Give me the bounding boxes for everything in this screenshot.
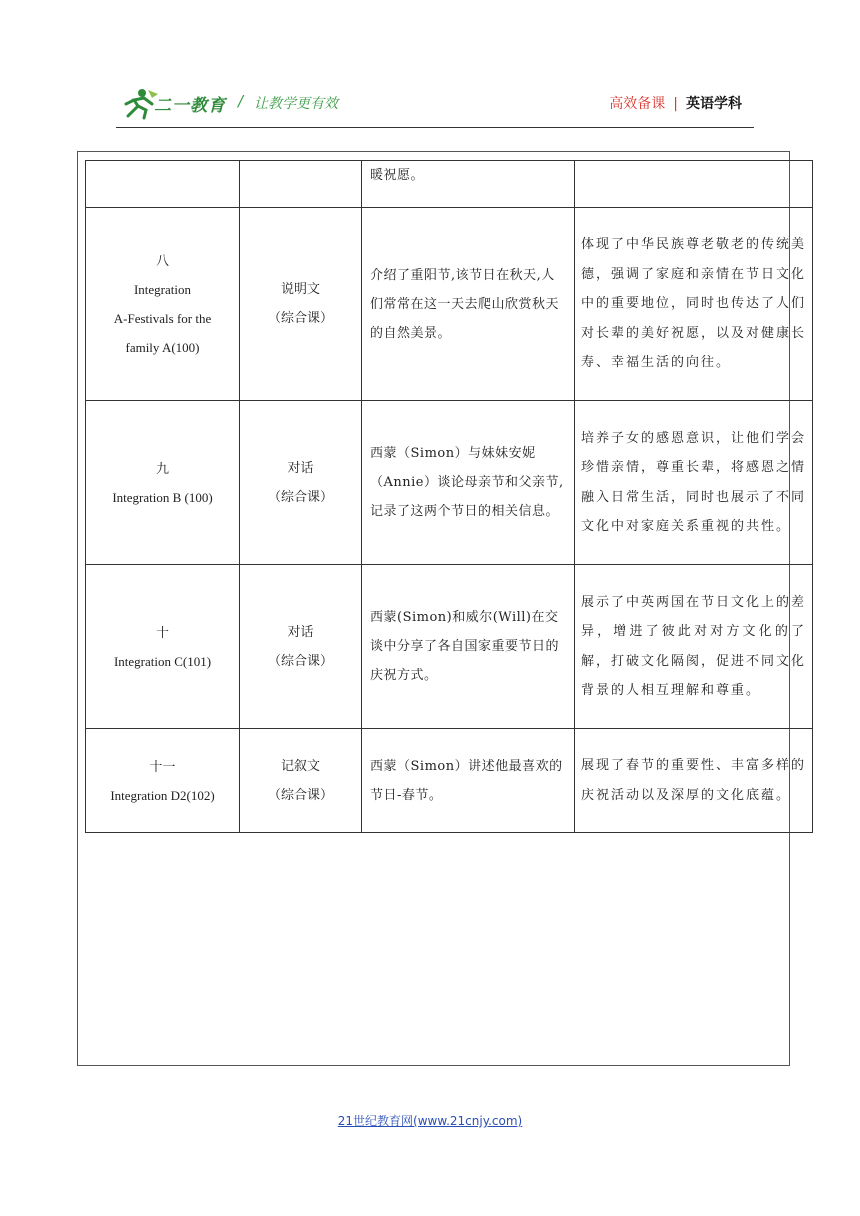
content-cell: 西蒙（Simon）讲述他最喜欢的节日-春节。 [362,729,575,833]
text-type-line: （综合课） [267,489,333,505]
text-type-line: （综合课） [267,653,333,669]
text-type-cell [240,161,362,208]
text-type-line: 记叙文 [280,758,320,774]
header-tagline: 高效备课 [609,96,666,112]
text-type-cell [240,565,362,729]
unit-line: Integration D2(102) [110,787,215,803]
header-slogan: 让教学更有效 [254,96,338,112]
table-row [86,729,813,833]
footer-link[interactable]: 21世纪教育网(www.21cnjy.com) [337,1114,523,1128]
header-slash: / [238,92,244,110]
unit-line: family A(100) [125,340,200,355]
value-cell [575,161,813,208]
content-cell: 西蒙（Simon）与妹妹安妮（Annie）谈论母亲节和父亲节,记录了这两个节日的相关信息。 [362,401,575,565]
value-cell: 体现了中华民族尊老敬老的传统美德，强调了家庭和亲情在节日文化中的重要地位，同时也传达了人们对长辈的美好祝愿，以及对健康长寿、幸福生活的向往。 [575,208,813,401]
table-row [86,565,813,729]
unit-cell [86,729,240,833]
header-subject: 英语学科 [686,96,742,112]
value-cell: 展示了中英两国在节日文化上的差异，增进了彼此对对方文化的了解，打破文化隔阂，促进不同文化背景的人相互理解和尊重。 [575,565,813,729]
header-separator: | [673,96,678,112]
unit-cell [86,208,240,401]
unit-line: 十一 [149,758,176,774]
content-cell: 暖祝愿。 [362,161,575,208]
value-cell: 培养子女的感恩意识，让他们学会珍惜亲情，尊重长辈，将感恩之情融入日常生活，同时也展示了不同文化中对家庭关系重视的共性。 [575,401,813,565]
header-right [609,93,742,113]
value-cell: 展现了春节的重要性、丰富多样的庆祝活动以及深厚的文化底蕴。 [575,729,813,833]
unit-cell [86,161,240,208]
text-type-cell [240,401,362,565]
content-cell: 介绍了重阳节,该节日在秋天,人们常常在这一天去爬山欣赏秋天的自然美景。 [362,208,575,401]
unit-line: 十 [155,624,169,640]
unit-line: 九 [155,460,169,476]
text-type-line: 对话 [287,460,314,476]
text-type-line: （综合课） [267,787,333,803]
table-row [86,161,813,208]
unit-line: Integration C(101) [113,653,212,669]
table-row [86,401,813,565]
unit-line: A-Festivals for the [113,311,212,326]
text-type-cell [240,208,362,401]
content-cell: 西蒙(Simon)和威尔(Will)在交谈中分享了各自国家重要节日的庆祝方式。 [362,565,575,729]
unit-line: Integration [133,282,192,297]
unit-line: Integration B (100) [112,489,213,505]
page-header [116,82,754,130]
text-type-line: 对话 [287,624,314,640]
header-divider [116,127,754,128]
table-row [86,208,813,401]
unit-cell [86,565,240,729]
unit-line: 八 [155,253,169,268]
text-type-line: 说明文 [280,282,320,297]
unit-cell [86,401,240,565]
lesson-table [85,160,813,833]
logo-text: 二一教育 [154,96,226,116]
text-type-cell [240,729,362,833]
page-footer [0,1112,860,1129]
text-type-line: （综合课） [267,311,333,326]
